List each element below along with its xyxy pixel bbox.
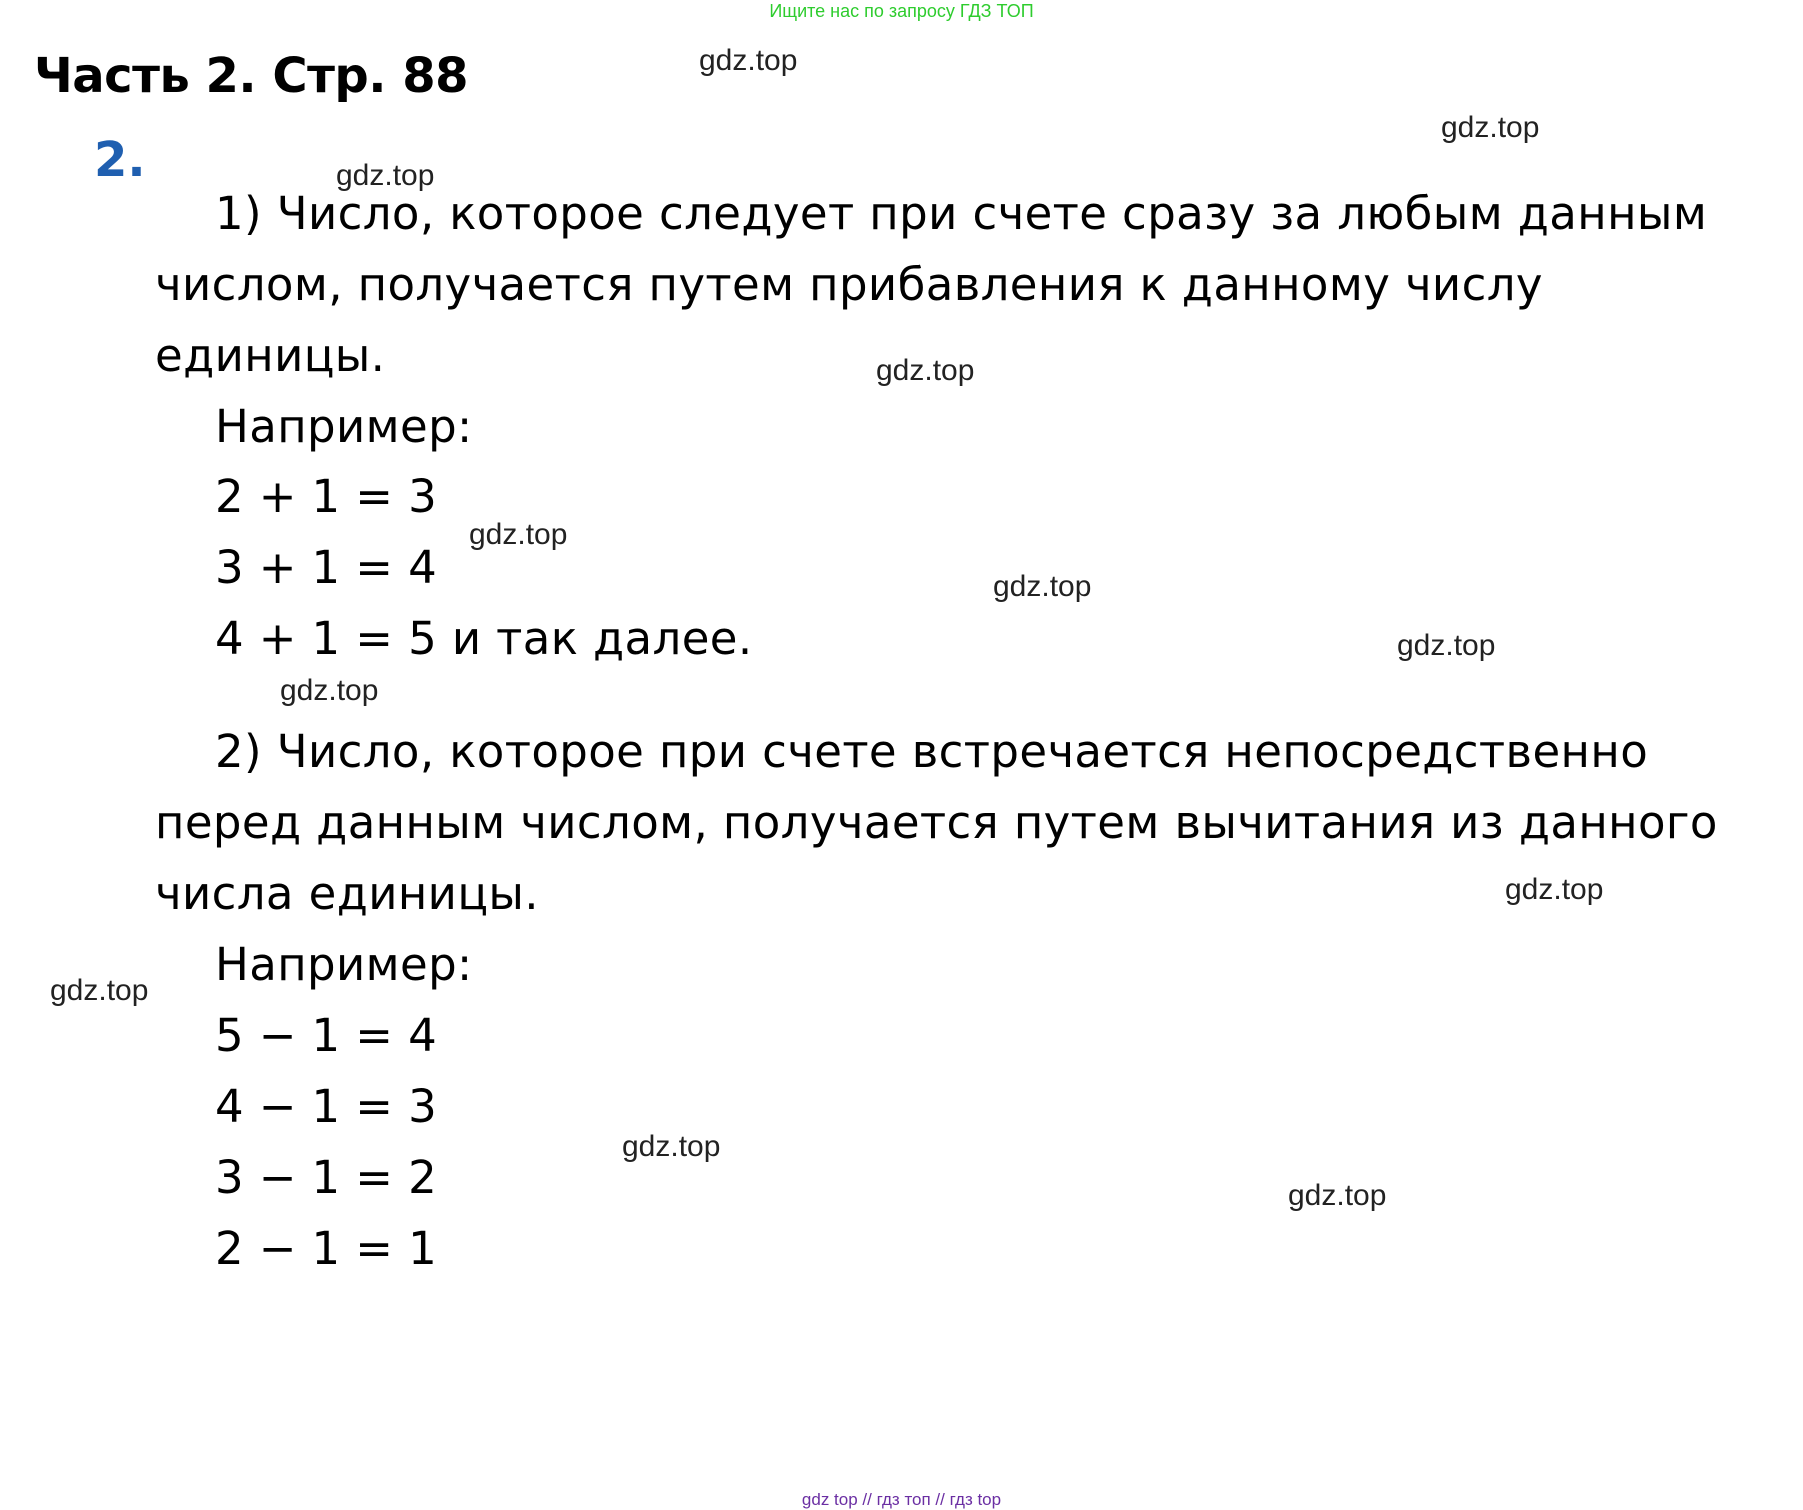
watermark: gdz.top <box>469 518 568 551</box>
watermark: gdz.top <box>1397 629 1496 662</box>
part2-example-3: 3 − 1 = 2 <box>215 1151 438 1204</box>
watermark: gdz.top <box>1441 111 1540 144</box>
part1-example-label: Например: <box>215 400 473 453</box>
part2-line-1: 2) Число, которое при счете встречается непосредственно <box>215 725 1649 778</box>
watermark: gdz.top <box>336 159 435 192</box>
watermark: gdz.top <box>876 354 975 387</box>
part2-example-label: Например: <box>215 938 473 991</box>
part2-line-3: числа единицы. <box>155 867 539 920</box>
part2-example-4: 2 − 1 = 1 <box>215 1222 438 1275</box>
part2-line-2: перед данным числом, получается путем вычитания из данного <box>155 796 1718 849</box>
part1-example-1: 2 + 1 = 3 <box>215 470 438 523</box>
watermark: gdz.top <box>993 570 1092 603</box>
watermark: gdz.top <box>1288 1179 1387 1212</box>
watermark: gdz.top <box>622 1130 721 1163</box>
search-banner: Ищите нас по запросу ГДЗ ТОП <box>769 1 1034 21</box>
watermark: gdz.top <box>1505 873 1604 906</box>
part2-example-2: 4 − 1 = 3 <box>215 1080 438 1133</box>
page-title: Часть 2. Стр. 88 <box>34 48 469 104</box>
task-number: 2. <box>94 132 146 188</box>
part1-line-2: числом, получается путем прибавления к данному числу <box>155 258 1543 311</box>
part1-line-1: 1) Число, которое следует при счете сразу за любым данным <box>215 187 1708 240</box>
part1-example-2: 3 + 1 = 4 <box>215 541 438 594</box>
part1-line-3: единицы. <box>155 329 386 382</box>
watermark: gdz.top <box>699 44 798 77</box>
part2-example-1: 5 − 1 = 4 <box>215 1009 438 1062</box>
footer-watermark: gdz top // гдз топ // гдз top <box>801 1490 1002 1509</box>
part1-example-3: 4 + 1 = 5 и так далее. <box>215 612 753 665</box>
watermark: gdz.top <box>280 674 379 707</box>
watermark: gdz.top <box>50 974 149 1007</box>
